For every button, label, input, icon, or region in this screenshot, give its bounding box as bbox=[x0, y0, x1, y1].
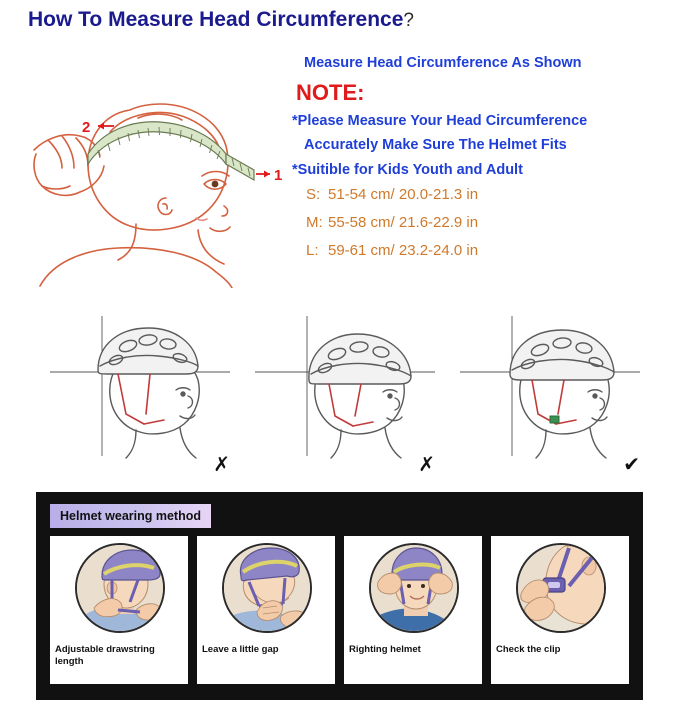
marker-2-label: 2 bbox=[82, 119, 91, 136]
method-caption-1: Adjustable drawstring length bbox=[55, 644, 155, 667]
note-label: NOTE: bbox=[296, 79, 365, 105]
method-caption-2: Leave a little gap bbox=[202, 644, 279, 655]
fit-drawing-b bbox=[245, 310, 445, 460]
fit-drawing-a bbox=[40, 310, 240, 460]
size-value-m: 55-58 cm/ 21.6-22.9 in bbox=[328, 214, 479, 231]
size-label-m: M: bbox=[306, 214, 323, 231]
panel-title-text: Helmet wearing method bbox=[60, 509, 201, 523]
helmet-fit-examples bbox=[20, 310, 665, 480]
instruction-heading: Measure Head Circumference As Shown bbox=[304, 55, 582, 71]
method-illustration-righting-helmet bbox=[344, 536, 482, 646]
page-title-question-mark: ? bbox=[403, 10, 414, 31]
method-card-2 bbox=[197, 536, 335, 684]
size-value-s: 51-54 cm/ 20.0-21.3 in bbox=[328, 186, 479, 203]
head-measurement-drawing bbox=[18, 58, 283, 288]
method-card-list bbox=[50, 536, 629, 684]
fit-example-correct bbox=[450, 310, 650, 480]
method-illustration-adjust-drawstring bbox=[50, 536, 188, 646]
size-label-s: S: bbox=[306, 186, 321, 203]
measurement-instructions bbox=[292, 56, 679, 271]
marker-1-label: 1 bbox=[274, 167, 283, 184]
instruction-line-3: *Suitible for Kids Youth and Adult bbox=[292, 161, 523, 178]
method-illustration-leave-gap bbox=[197, 536, 335, 646]
fit-drawing-c bbox=[450, 310, 650, 460]
instruction-line-1: *Please Measure Your Head Circumference bbox=[292, 112, 588, 129]
fit-example-too-far-forward bbox=[245, 310, 445, 480]
size-chart bbox=[292, 187, 679, 258]
size-row-s bbox=[306, 187, 679, 202]
method-caption-4: Check the clip bbox=[496, 644, 561, 655]
helmet-wearing-method-panel bbox=[36, 492, 643, 700]
size-row-l bbox=[306, 243, 679, 258]
instruction-line-2: Accurately Make Sure The Helmet Fits bbox=[304, 137, 567, 153]
method-card-1 bbox=[50, 536, 188, 684]
measuring-tape bbox=[88, 122, 254, 180]
size-value-l: 59-61 cm/ 23.2-24.0 in bbox=[328, 242, 479, 259]
fit-example-too-far-back bbox=[40, 310, 240, 480]
method-card-3 bbox=[344, 536, 482, 684]
method-illustration-check-clip bbox=[491, 536, 629, 646]
method-card-4 bbox=[491, 536, 629, 684]
page-title bbox=[28, 8, 414, 32]
fit-mark-a: ✗ bbox=[213, 452, 230, 476]
size-row-m bbox=[306, 215, 679, 230]
fit-mark-c: ✔ bbox=[623, 452, 640, 476]
method-caption-3: Righting helmet bbox=[349, 644, 421, 655]
size-label-l: L: bbox=[306, 242, 319, 259]
fit-mark-b: ✗ bbox=[418, 452, 435, 476]
head-measurement-illustration bbox=[18, 58, 283, 288]
panel-title-banner bbox=[50, 504, 211, 528]
page-title-text: How To Measure Head Circumference bbox=[28, 8, 404, 31]
